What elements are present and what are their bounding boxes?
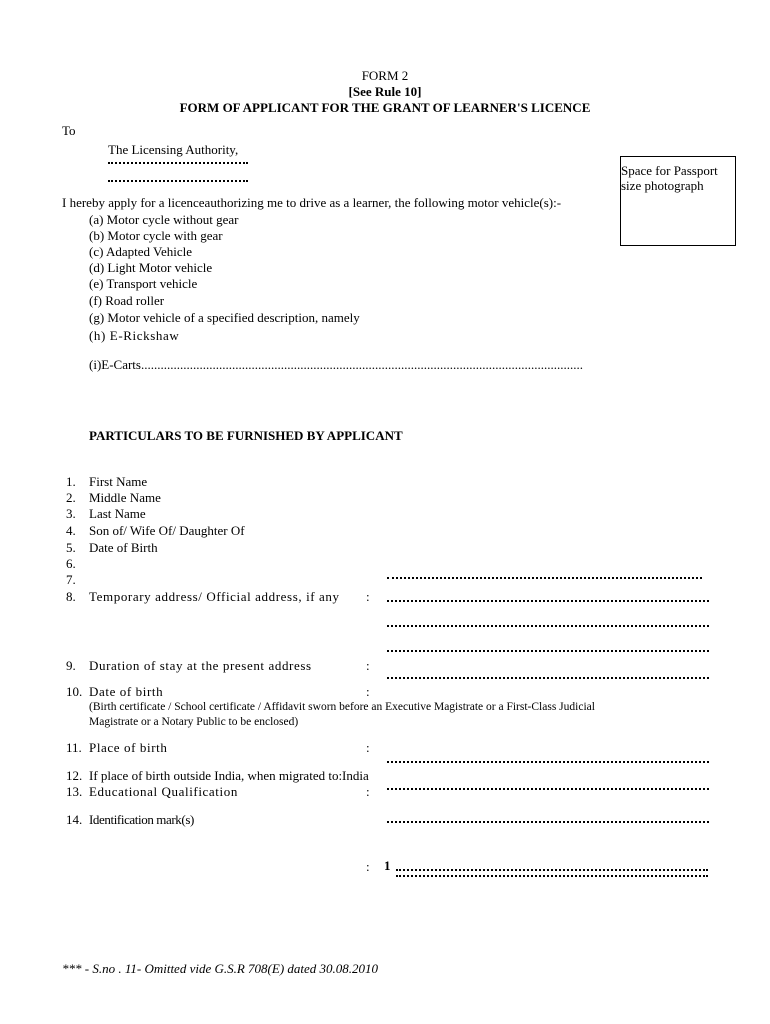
temporary-address-line-3[interactable] — [387, 650, 709, 652]
date-of-birth-label: Date of Birth — [89, 540, 158, 555]
form-number: FORM 2 — [361, 68, 409, 83]
item-number: 2. — [66, 490, 76, 505]
vehicle-option-d: (d) Light Motor vehicle — [89, 260, 213, 275]
date-of-birth-proof-label: Date of birth — [89, 684, 164, 699]
photo-box-label: Space for Passport size photograph — [621, 163, 718, 193]
education-field[interactable] — [387, 788, 709, 790]
middle-name-label: Middle Name — [89, 490, 161, 505]
item-number: 6. — [66, 556, 76, 571]
footer-note: *** - S.no . 11- Omitted vide G.S.R 708(E) dated 30.08.2010 — [62, 961, 379, 976]
item-number: 13. — [66, 784, 83, 799]
mark-number: 1 — [384, 858, 391, 873]
vehicle-option-b: (b) Motor cycle with gear — [89, 228, 223, 243]
item-number: 14. — [66, 812, 83, 827]
colon: : — [366, 784, 370, 799]
place-of-birth-field[interactable] — [387, 761, 709, 763]
vehicle-option-c: (c) Adapted Vehicle — [89, 244, 192, 259]
vehicle-option-e: (e) Transport vehicle — [89, 276, 198, 291]
item-number: 7. — [66, 572, 76, 587]
vehicle-option-f: (f) Road roller — [89, 293, 165, 308]
vehicle-option-a: (a) Motor cycle without gear — [89, 212, 239, 227]
item-number: 12. — [66, 768, 83, 783]
temporary-address-line-1[interactable] — [387, 600, 709, 602]
item-number: 11. — [66, 740, 82, 755]
identification-marks-field[interactable] — [387, 821, 709, 823]
mark-1-line-a[interactable] — [396, 869, 708, 871]
colon: : — [366, 859, 370, 874]
relation-label: Son of/ Wife Of/ Daughter Of — [89, 523, 245, 538]
item-7-field[interactable] — [387, 577, 702, 579]
identification-marks-label: Identification mark(s) — [89, 812, 194, 827]
duration-of-stay-field[interactable] — [387, 677, 709, 679]
item-number: 8. — [66, 589, 76, 604]
licensing-authority: The Licensing Authority, — [108, 142, 239, 157]
first-name-label: First Name — [89, 474, 148, 489]
item-number: 5. — [66, 540, 76, 555]
rule-reference: [See Rule 10] — [348, 84, 422, 99]
temporary-address-line-2[interactable] — [387, 625, 709, 627]
item-number: 10. — [66, 684, 83, 699]
dob-proof-note: (Birth certificate / School certificate / Affidavit sworn before an Executive Magistrate or a First-Class Judicial — [89, 701, 595, 713]
vehicle-option-g: (g) Motor vehicle of a specified description, namely — [89, 310, 360, 325]
colon: : — [366, 589, 370, 604]
authority-line-1[interactable] — [108, 162, 248, 164]
dob-proof-note: Magistrate or a Notary Public to be enclosed) — [89, 716, 299, 728]
temporary-address-label: Temporary address/ Official address, if any — [89, 589, 340, 604]
colon: : — [366, 740, 370, 755]
place-of-birth-label: Place of birth — [89, 740, 168, 755]
education-label: Educational Qualification — [89, 784, 238, 799]
mark-1-line-b[interactable] — [396, 875, 708, 877]
vehicle-option-i: (i)E-Carts........................................................................................................................................ — [89, 357, 583, 372]
authority-line-2[interactable] — [108, 180, 248, 182]
migration-label: If place of birth outside India, when migrated to:India — [89, 768, 369, 783]
application-intro: I hereby apply for a licenceauthorizing me to drive as a learner, the following motor vehicle(s):- — [62, 195, 562, 210]
item-number: 4. — [66, 523, 76, 538]
to-label: To — [62, 123, 76, 138]
vehicle-option-h: (h) E-Rickshaw — [89, 328, 180, 343]
page-title: FORM OF APPLICANT FOR THE GRANT OF LEARNER'S LICENCE — [179, 100, 591, 115]
colon: : — [366, 658, 370, 673]
particulars-heading: PARTICULARS TO BE FURNISHED BY APPLICANT — [89, 428, 403, 443]
last-name-label: Last Name — [89, 506, 146, 521]
duration-of-stay-label: Duration of stay at the present address — [89, 658, 312, 673]
item-number: 1. — [66, 474, 76, 489]
item-number: 9. — [66, 658, 76, 673]
item-number: 3. — [66, 506, 76, 521]
colon: : — [366, 684, 370, 699]
passport-photo-box[interactable] — [620, 156, 736, 246]
